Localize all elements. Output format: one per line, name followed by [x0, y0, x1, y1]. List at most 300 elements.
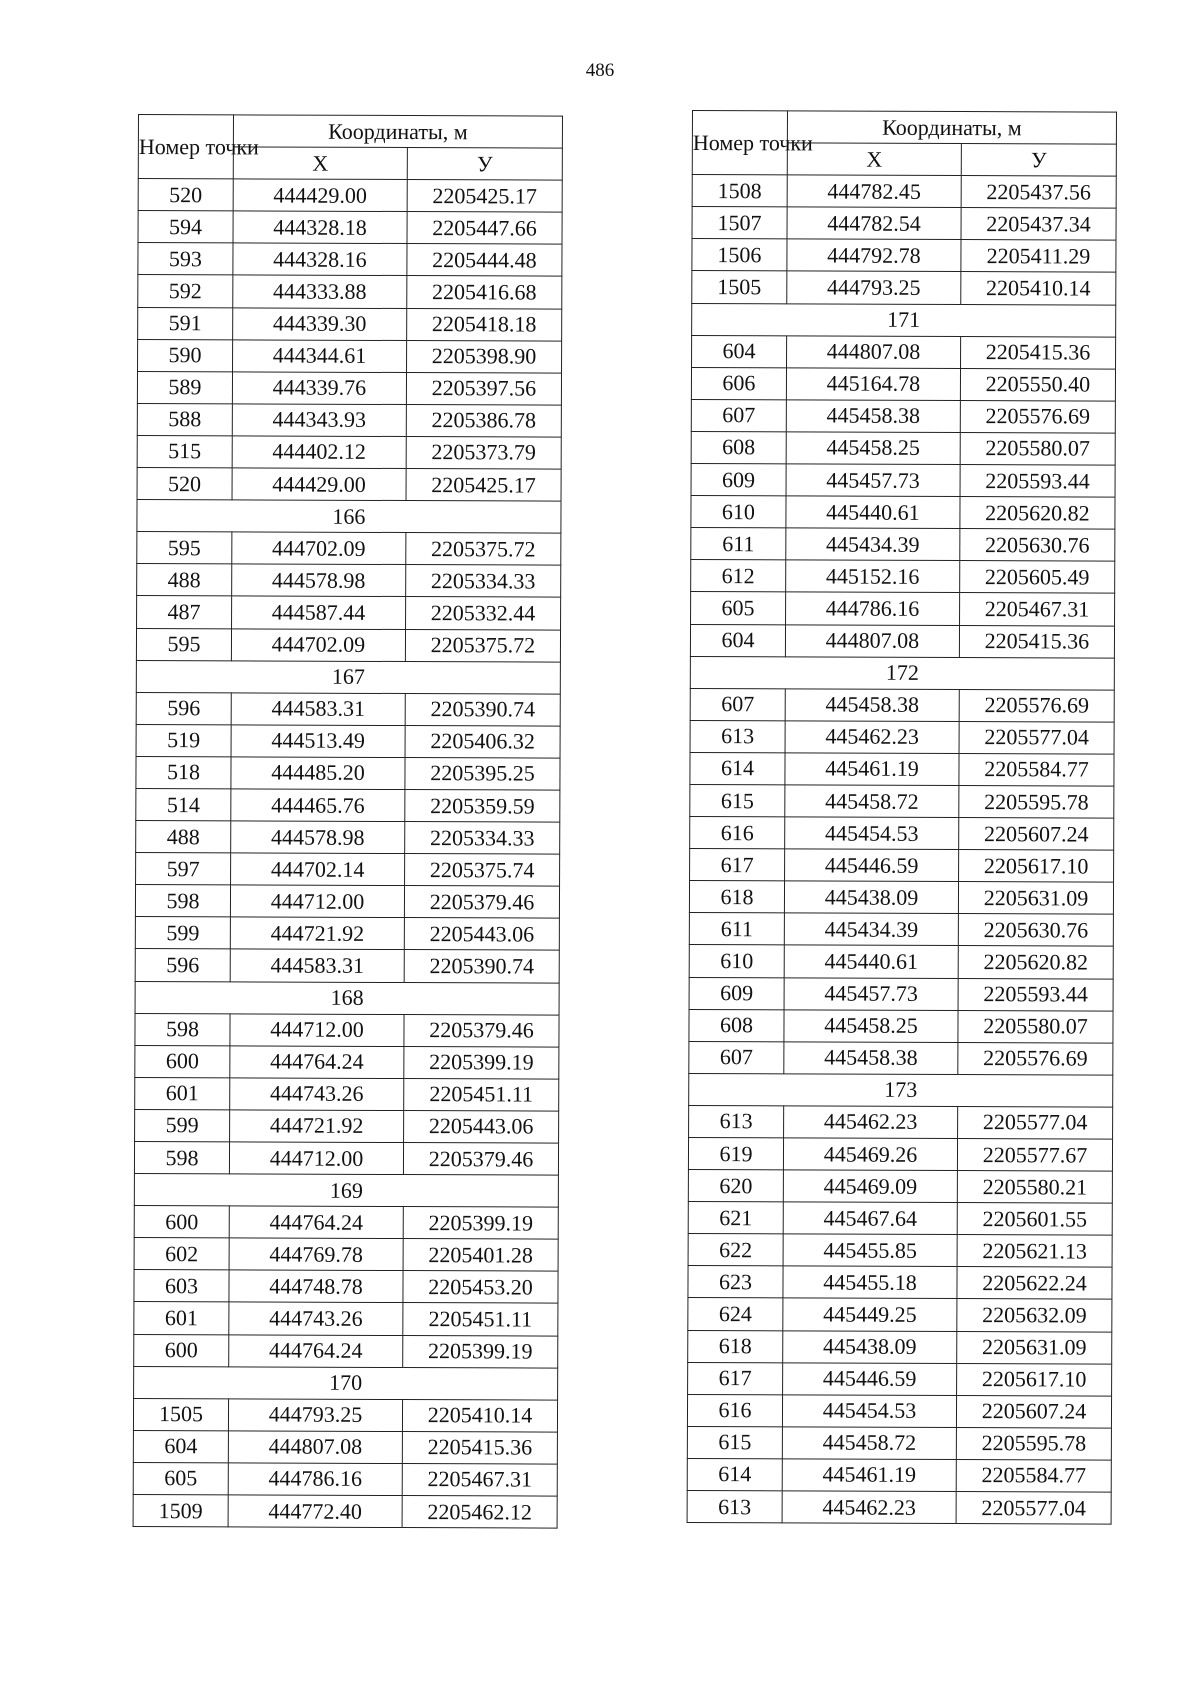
x-coordinate-cell: 445440.61 [784, 945, 958, 978]
section-number: 170 [134, 1366, 558, 1400]
x-coordinate-cell: 444721.92 [230, 917, 404, 950]
point-number-cell: 598 [135, 885, 230, 917]
point-number-cell: 624 [688, 1298, 783, 1330]
point-number-cell: 609 [689, 977, 784, 1009]
header-y: У [407, 148, 562, 181]
x-coordinate-cell: 444328.18 [233, 211, 407, 244]
point-number-cell: 620 [688, 1170, 783, 1202]
table-row [688, 1137, 1112, 1171]
point-number-cell: 603 [134, 1270, 229, 1302]
table-row [137, 435, 561, 469]
point-number-cell: 614 [687, 1458, 782, 1490]
x-coordinate-cell: 445458.38 [785, 689, 959, 722]
table-row [687, 1426, 1111, 1460]
y-coordinate-cell: 2205577.04 [958, 1106, 1113, 1139]
x-coordinate-cell: 445440.61 [786, 496, 960, 529]
y-coordinate-cell: 2205451.11 [403, 1303, 558, 1336]
table-row [135, 1045, 559, 1079]
point-number-cell: 608 [691, 431, 786, 463]
x-coordinate-cell: 444702.14 [231, 853, 405, 886]
table-row [691, 367, 1115, 401]
table-row [688, 1266, 1112, 1300]
y-coordinate-cell: 2205617.10 [957, 1363, 1112, 1396]
table-row [692, 335, 1116, 369]
point-number-cell: 615 [690, 784, 785, 816]
section-number: 169 [134, 1174, 558, 1208]
x-coordinate-cell: 445462.23 [782, 1491, 956, 1524]
table-row [136, 788, 560, 822]
table-row [135, 917, 559, 951]
header-point-number: Номер точки [692, 111, 787, 176]
y-coordinate-cell: 2205398.90 [407, 340, 562, 373]
y-coordinate-cell: 2205617.10 [959, 850, 1114, 883]
point-number-cell: 1505 [692, 271, 787, 303]
table-row [138, 275, 562, 309]
x-coordinate-cell: 444402.12 [232, 436, 406, 469]
x-coordinate-cell: 445469.09 [783, 1170, 957, 1203]
y-coordinate-cell: 2205550.40 [960, 368, 1115, 401]
y-coordinate-cell: 2205410.14 [402, 1399, 557, 1432]
y-coordinate-cell: 2205332.44 [406, 597, 561, 630]
table-row [135, 949, 559, 983]
x-coordinate-cell: 444702.09 [231, 628, 405, 661]
y-coordinate-cell: 2205631.09 [957, 1331, 1112, 1364]
point-number-cell: 600 [134, 1206, 229, 1238]
y-coordinate-cell: 2205375.72 [405, 629, 560, 662]
y-coordinate-cell: 2205630.76 [960, 529, 1115, 562]
table-row [691, 560, 1115, 594]
section-number: 171 [692, 303, 1116, 337]
point-number-cell: 520 [138, 179, 233, 211]
point-number-cell: 599 [135, 1109, 230, 1141]
header-x: Х [787, 143, 961, 176]
section-number: 167 [136, 660, 560, 694]
section-row [689, 1073, 1113, 1107]
x-coordinate-cell: 444721.92 [230, 1110, 404, 1143]
header-y: У [961, 144, 1116, 177]
y-coordinate-cell: 2205334.33 [406, 565, 561, 598]
table-row [134, 1206, 558, 1240]
x-coordinate-cell: 444712.00 [230, 885, 404, 918]
x-coordinate-cell: 445454.53 [785, 817, 959, 850]
point-number-cell: 611 [689, 913, 784, 945]
table-row [133, 1430, 557, 1464]
table-row [691, 399, 1115, 433]
x-coordinate-cell: 445469.26 [783, 1138, 957, 1171]
x-coordinate-cell: 444578.98 [232, 564, 406, 597]
x-coordinate-cell: 445458.72 [785, 785, 959, 818]
x-coordinate-cell: 444807.08 [228, 1431, 402, 1464]
x-coordinate-cell: 445164.78 [786, 368, 960, 401]
x-coordinate-cell: 444583.31 [231, 693, 405, 726]
y-coordinate-cell: 2205447.66 [407, 212, 562, 245]
table-row [687, 1491, 1111, 1525]
x-coordinate-cell: 445458.72 [782, 1427, 956, 1460]
point-number-cell: 588 [137, 403, 232, 435]
table-row [689, 1041, 1113, 1075]
x-coordinate-cell: 444769.78 [229, 1238, 403, 1271]
x-coordinate-cell: 444792.78 [787, 239, 961, 272]
y-coordinate-cell: 2205410.14 [961, 272, 1116, 305]
point-number-cell: 591 [138, 307, 233, 339]
y-coordinate-cell: 2205390.74 [405, 693, 560, 726]
point-number-cell: 619 [688, 1137, 783, 1169]
table-row [134, 1302, 558, 1336]
y-coordinate-cell: 2205418.18 [407, 308, 562, 341]
y-coordinate-cell: 2205406.32 [405, 725, 560, 758]
x-coordinate-cell: 445457.73 [786, 464, 960, 497]
section-row [134, 1174, 558, 1208]
y-coordinate-cell: 2205415.36 [402, 1431, 557, 1464]
y-coordinate-cell: 2205451.11 [404, 1078, 559, 1111]
x-coordinate-cell: 444793.25 [228, 1399, 402, 1432]
x-coordinate-cell: 445449.25 [783, 1298, 957, 1331]
x-coordinate-cell: 445438.09 [784, 881, 958, 914]
y-coordinate-cell: 2205399.19 [403, 1207, 558, 1240]
point-number-cell: 607 [690, 688, 785, 720]
x-coordinate-cell: 444429.00 [232, 468, 406, 501]
point-number-cell: 595 [137, 532, 232, 564]
point-number-cell: 613 [687, 1491, 782, 1523]
point-number-cell: 618 [689, 881, 784, 913]
x-coordinate-cell: 445434.39 [784, 913, 958, 946]
y-coordinate-cell: 2205453.20 [403, 1271, 558, 1304]
table-row [133, 1462, 557, 1496]
table-row [688, 1170, 1112, 1204]
point-number-cell: 592 [138, 275, 233, 307]
y-coordinate-cell: 2205437.34 [961, 208, 1116, 241]
x-coordinate-cell: 444343.93 [232, 404, 406, 437]
point-number-cell: 599 [135, 917, 230, 949]
x-coordinate-cell: 445446.59 [783, 1363, 957, 1396]
point-number-cell: 605 [691, 592, 786, 624]
y-coordinate-cell: 2205397.56 [406, 372, 561, 405]
table-row [691, 528, 1115, 562]
x-coordinate-cell: 444782.54 [787, 207, 961, 240]
section-row [134, 1366, 558, 1400]
y-coordinate-cell: 2205580.07 [960, 432, 1115, 465]
table-row [137, 468, 561, 502]
x-coordinate-cell: 445446.59 [785, 849, 959, 882]
point-number-cell: 614 [690, 752, 785, 784]
y-coordinate-cell: 2205580.07 [958, 1010, 1113, 1043]
x-coordinate-cell: 445455.18 [783, 1266, 957, 1299]
table-row [689, 977, 1113, 1011]
point-number-cell: 488 [136, 821, 231, 853]
header-coordinates: Координаты, м [787, 111, 1116, 144]
y-coordinate-cell: 2205607.24 [956, 1395, 1111, 1428]
point-number-cell: 604 [133, 1430, 228, 1462]
x-coordinate-cell: 445458.25 [786, 432, 960, 465]
point-number-cell: 594 [138, 211, 233, 243]
y-coordinate-cell: 2205379.46 [404, 1014, 559, 1047]
x-coordinate-cell: 445461.19 [782, 1459, 956, 1492]
table-row [689, 945, 1113, 979]
x-coordinate-cell: 444764.24 [229, 1334, 403, 1367]
x-coordinate-cell: 444465.76 [231, 789, 405, 822]
table-row [690, 624, 1114, 658]
y-coordinate-cell: 2205620.82 [960, 497, 1115, 530]
point-number-cell: 590 [138, 339, 233, 371]
point-number-cell: 604 [690, 624, 785, 656]
table-row [688, 1202, 1112, 1236]
table-row [137, 371, 561, 405]
point-number-cell: 607 [691, 399, 786, 431]
section-row [137, 500, 561, 534]
y-coordinate-cell: 2205334.33 [405, 822, 560, 855]
x-coordinate-cell: 445462.23 [784, 1106, 958, 1139]
point-number-cell: 608 [689, 1009, 784, 1041]
point-number-cell: 613 [690, 720, 785, 752]
y-coordinate-cell: 2205399.19 [403, 1335, 558, 1368]
y-coordinate-cell: 2205577.04 [956, 1492, 1111, 1525]
x-coordinate-cell: 445467.64 [783, 1202, 957, 1235]
point-number-cell: 518 [136, 756, 231, 788]
x-coordinate-cell: 444429.00 [233, 179, 407, 212]
y-coordinate-cell: 2205622.24 [957, 1267, 1112, 1300]
table-row [134, 1270, 558, 1304]
y-coordinate-cell: 2205607.24 [959, 818, 1114, 851]
table-row [137, 564, 561, 598]
point-number-cell: 601 [134, 1302, 229, 1334]
y-coordinate-cell: 2205425.17 [407, 180, 562, 213]
x-coordinate-cell: 444702.09 [232, 532, 406, 565]
x-coordinate-cell: 444782.45 [787, 175, 961, 208]
y-coordinate-cell: 2205379.46 [403, 1143, 558, 1176]
y-coordinate-cell: 2205593.44 [960, 465, 1115, 498]
x-coordinate-cell: 444513.49 [231, 725, 405, 758]
point-number-cell: 611 [691, 528, 786, 560]
point-number-cell: 616 [687, 1394, 782, 1426]
table-row [136, 692, 560, 726]
point-number-cell: 617 [688, 1362, 783, 1394]
y-coordinate-cell: 2205577.04 [959, 721, 1114, 754]
table-row [692, 175, 1116, 209]
point-number-cell: 595 [136, 628, 231, 660]
x-coordinate-cell: 444793.25 [787, 271, 961, 304]
table-row [691, 431, 1115, 465]
table-row [690, 752, 1114, 786]
y-coordinate-cell: 2205399.19 [404, 1046, 559, 1079]
header-point-number: Номер точки [138, 115, 233, 180]
point-number-cell: 610 [691, 496, 786, 528]
table-row [692, 239, 1116, 273]
x-coordinate-cell: 445434.39 [786, 528, 960, 561]
table-row [134, 1334, 558, 1368]
y-coordinate-cell: 2205379.46 [404, 886, 559, 919]
y-coordinate-cell: 2205425.17 [406, 469, 561, 502]
point-number-cell: 593 [138, 243, 233, 275]
y-coordinate-cell: 2205467.31 [960, 593, 1115, 626]
y-coordinate-cell: 2205576.69 [959, 689, 1114, 722]
table-row [690, 688, 1114, 722]
point-number-cell: 598 [135, 1013, 230, 1045]
y-coordinate-cell: 2205386.78 [406, 404, 561, 437]
y-coordinate-cell: 2205467.31 [402, 1463, 557, 1496]
table-row [136, 853, 560, 887]
table-row [691, 592, 1115, 626]
section-row [135, 981, 559, 1015]
table-row [690, 849, 1114, 883]
y-coordinate-cell: 2205411.29 [961, 240, 1116, 273]
point-number-cell: 604 [692, 335, 787, 367]
x-coordinate-cell: 444807.08 [785, 624, 959, 657]
table-row [138, 339, 562, 373]
table-row [687, 1458, 1111, 1492]
y-coordinate-cell: 2205620.82 [958, 946, 1113, 979]
point-number-cell: 623 [688, 1266, 783, 1298]
point-number-cell: 514 [136, 788, 231, 820]
x-coordinate-cell: 444587.44 [232, 596, 406, 629]
y-coordinate-cell: 2205444.48 [407, 244, 562, 277]
table-row [689, 1009, 1113, 1043]
y-coordinate-cell: 2205621.13 [957, 1235, 1112, 1268]
y-coordinate-cell: 2205375.74 [405, 854, 560, 887]
point-number-cell: 612 [691, 560, 786, 592]
point-number-cell: 600 [135, 1045, 230, 1077]
table-row [136, 821, 560, 855]
table-row [689, 913, 1113, 947]
y-coordinate-cell: 2205595.78 [956, 1427, 1111, 1460]
table-row [134, 1238, 558, 1272]
table-row [138, 211, 562, 245]
point-number-cell: 602 [134, 1238, 229, 1270]
point-number-cell: 520 [137, 468, 232, 500]
table-row [135, 1109, 559, 1143]
point-number-cell: 589 [137, 371, 232, 403]
y-coordinate-cell: 2205576.69 [960, 400, 1115, 433]
x-coordinate-cell: 444344.61 [233, 340, 407, 373]
x-coordinate-cell: 445455.85 [783, 1234, 957, 1267]
coordinates-table-left [133, 114, 563, 1529]
x-coordinate-cell: 445438.09 [783, 1330, 957, 1363]
table-row [137, 596, 561, 630]
table-row [136, 756, 560, 790]
section-number: 168 [135, 981, 559, 1015]
y-coordinate-cell: 2205595.78 [959, 785, 1114, 818]
y-coordinate-cell: 2205401.28 [403, 1239, 558, 1272]
coordinates-table-right [687, 110, 1117, 1525]
point-number-cell: 1508 [692, 175, 787, 207]
section-row [690, 656, 1114, 690]
y-coordinate-cell: 2205415.36 [959, 625, 1114, 658]
table-row [136, 724, 560, 758]
section-row [136, 660, 560, 694]
point-number-cell: 596 [135, 949, 230, 981]
table-row [138, 179, 562, 213]
point-number-cell: 488 [137, 564, 232, 596]
y-coordinate-cell: 2205373.79 [406, 436, 561, 469]
header-x: Х [233, 147, 407, 180]
point-number-cell: 515 [137, 435, 232, 467]
table-row [687, 1394, 1111, 1428]
x-coordinate-cell: 444743.26 [229, 1302, 403, 1335]
table-row [134, 1141, 558, 1175]
y-coordinate-cell: 2205416.68 [407, 276, 562, 309]
table-row [689, 1105, 1113, 1139]
point-number-cell: 1506 [692, 239, 787, 271]
x-coordinate-cell: 444743.26 [230, 1078, 404, 1111]
point-number-cell: 598 [134, 1141, 229, 1173]
table-row [135, 1013, 559, 1047]
table-row [135, 885, 559, 919]
point-number-cell: 601 [135, 1077, 230, 1109]
y-coordinate-cell: 2205632.09 [957, 1299, 1112, 1332]
point-number-cell: 610 [689, 945, 784, 977]
x-coordinate-cell: 444764.24 [230, 1046, 404, 1079]
x-coordinate-cell: 444578.98 [231, 821, 405, 854]
y-coordinate-cell: 2205576.69 [958, 1042, 1113, 1075]
point-number-cell: 519 [136, 724, 231, 756]
point-number-cell: 597 [136, 853, 231, 885]
x-coordinate-cell: 444333.88 [233, 275, 407, 308]
table-row [133, 1495, 557, 1529]
section-number: 173 [689, 1073, 1113, 1107]
section-number: 166 [137, 500, 561, 534]
y-coordinate-cell: 2205359.59 [405, 789, 560, 822]
point-number-cell: 616 [690, 817, 785, 849]
x-coordinate-cell: 444328.16 [233, 243, 407, 276]
point-number-cell: 621 [688, 1202, 783, 1234]
y-coordinate-cell: 2205630.76 [958, 914, 1113, 947]
x-coordinate-cell: 444786.16 [786, 592, 960, 625]
y-coordinate-cell: 2205593.44 [958, 978, 1113, 1011]
x-coordinate-cell: 444748.78 [229, 1270, 403, 1303]
point-number-cell: 1505 [133, 1398, 228, 1430]
point-number-cell: 1507 [692, 207, 787, 239]
point-number-cell: 617 [690, 849, 785, 881]
x-coordinate-cell: 445152.16 [786, 560, 960, 593]
table-row [690, 784, 1114, 818]
point-number-cell: 487 [137, 596, 232, 628]
x-coordinate-cell: 445458.25 [784, 1009, 958, 1042]
y-coordinate-cell: 2205443.06 [404, 1110, 559, 1143]
x-coordinate-cell: 445462.23 [785, 721, 959, 754]
x-coordinate-cell: 445458.38 [784, 1042, 958, 1075]
y-coordinate-cell: 2205601.55 [957, 1203, 1112, 1236]
table-row [688, 1330, 1112, 1364]
table-row [135, 1077, 559, 1111]
table-row [133, 1398, 557, 1432]
x-coordinate-cell: 444583.31 [230, 949, 404, 982]
point-number-cell: 596 [136, 692, 231, 724]
table-row [137, 532, 561, 566]
y-coordinate-cell: 2205443.06 [404, 918, 559, 951]
point-number-cell: 622 [688, 1234, 783, 1266]
x-coordinate-cell: 444764.24 [229, 1206, 403, 1239]
x-coordinate-cell: 444786.16 [228, 1463, 402, 1496]
point-number-cell: 613 [689, 1105, 784, 1137]
y-coordinate-cell: 2205375.72 [406, 533, 561, 566]
y-coordinate-cell: 2205580.21 [957, 1171, 1112, 1204]
y-coordinate-cell: 2205584.77 [959, 753, 1114, 786]
header-coordinates: Координаты, м [233, 115, 562, 148]
point-number-cell: 1509 [133, 1495, 228, 1527]
point-number-cell: 600 [134, 1334, 229, 1366]
table-row [690, 817, 1114, 851]
section-number: 172 [690, 656, 1114, 690]
x-coordinate-cell: 444712.00 [230, 1013, 404, 1046]
point-number-cell: 606 [691, 367, 786, 399]
table-row [691, 464, 1115, 498]
y-coordinate-cell: 2205605.49 [960, 561, 1115, 594]
point-number-cell: 605 [133, 1462, 228, 1494]
y-coordinate-cell: 2205584.77 [956, 1459, 1111, 1492]
table-row [136, 628, 560, 662]
y-coordinate-cell: 2205415.36 [961, 336, 1116, 369]
table-row [689, 881, 1113, 915]
point-number-cell: 618 [688, 1330, 783, 1362]
